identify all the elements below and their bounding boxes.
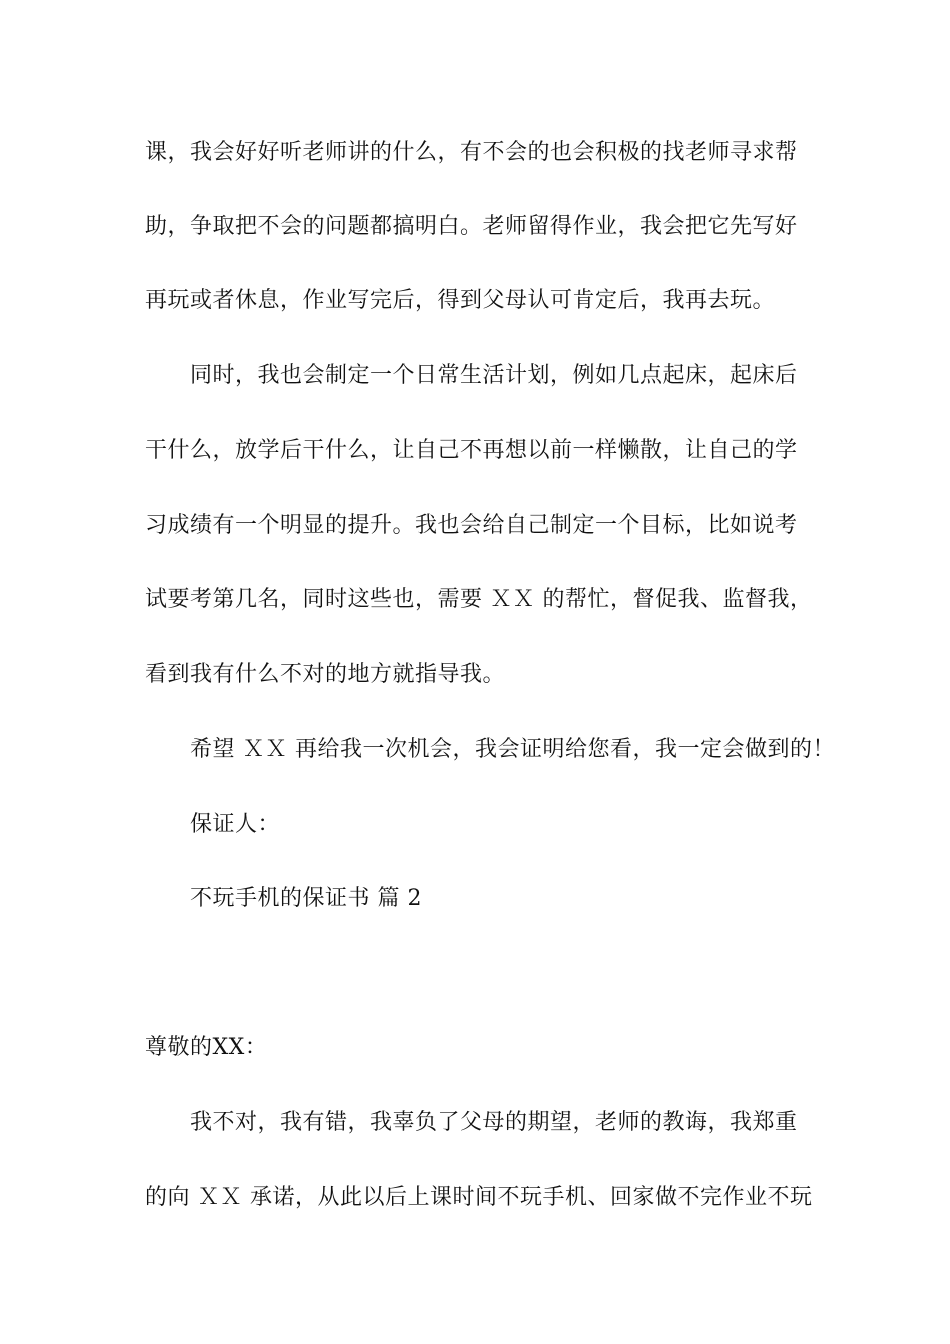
paragraph-line: 的向 ＸＸ 承诺，从此以后上课时间不玩手机、回家做不完作业不玩 [145,1185,813,1210]
paragraph-line: 我不对，我有错，我辜负了父母的期望，老师的教诲，我郑重 [190,1110,798,1135]
paragraph-line: 干什么，放学后干什么，让自己不再想以前一样懒散，让自己的学 [145,438,798,463]
paragraph-line: 同时，我也会制定一个日常生活计划，例如几点起床，起床后 [190,363,798,388]
paragraph-line: 试要考第几名，同时这些也，需要 ＸＸ 的帮忙，督促我、监督我， [145,587,813,612]
paragraph-line: 习成绩有一个明显的提升。我也会给自己制定一个目标，比如说考 [145,513,798,538]
section-heading: 不玩手机的保证书 篇 2 [190,886,422,911]
paragraph-line: 助，争取把不会的问题都搞明白。老师留得作业，我会把它先写好 [145,214,798,239]
paragraph-line: 看到我有什么不对的地方就指导我。 [145,662,506,687]
paragraph-line: 希望 ＸＸ 再给我一次机会，我会证明给您看，我一定会做到的！ [190,737,835,762]
paragraph-line: 课，我会好好听老师讲的什么，有不会的也会积极的找老师寻求帮 [145,140,798,165]
signature-label: 保证人： [190,812,281,837]
salutation: 尊敬的XX： [145,1035,268,1060]
paragraph-line: 再玩或者休息，作业写完后，得到父母认可肯定后，我再去玩。 [145,288,776,313]
